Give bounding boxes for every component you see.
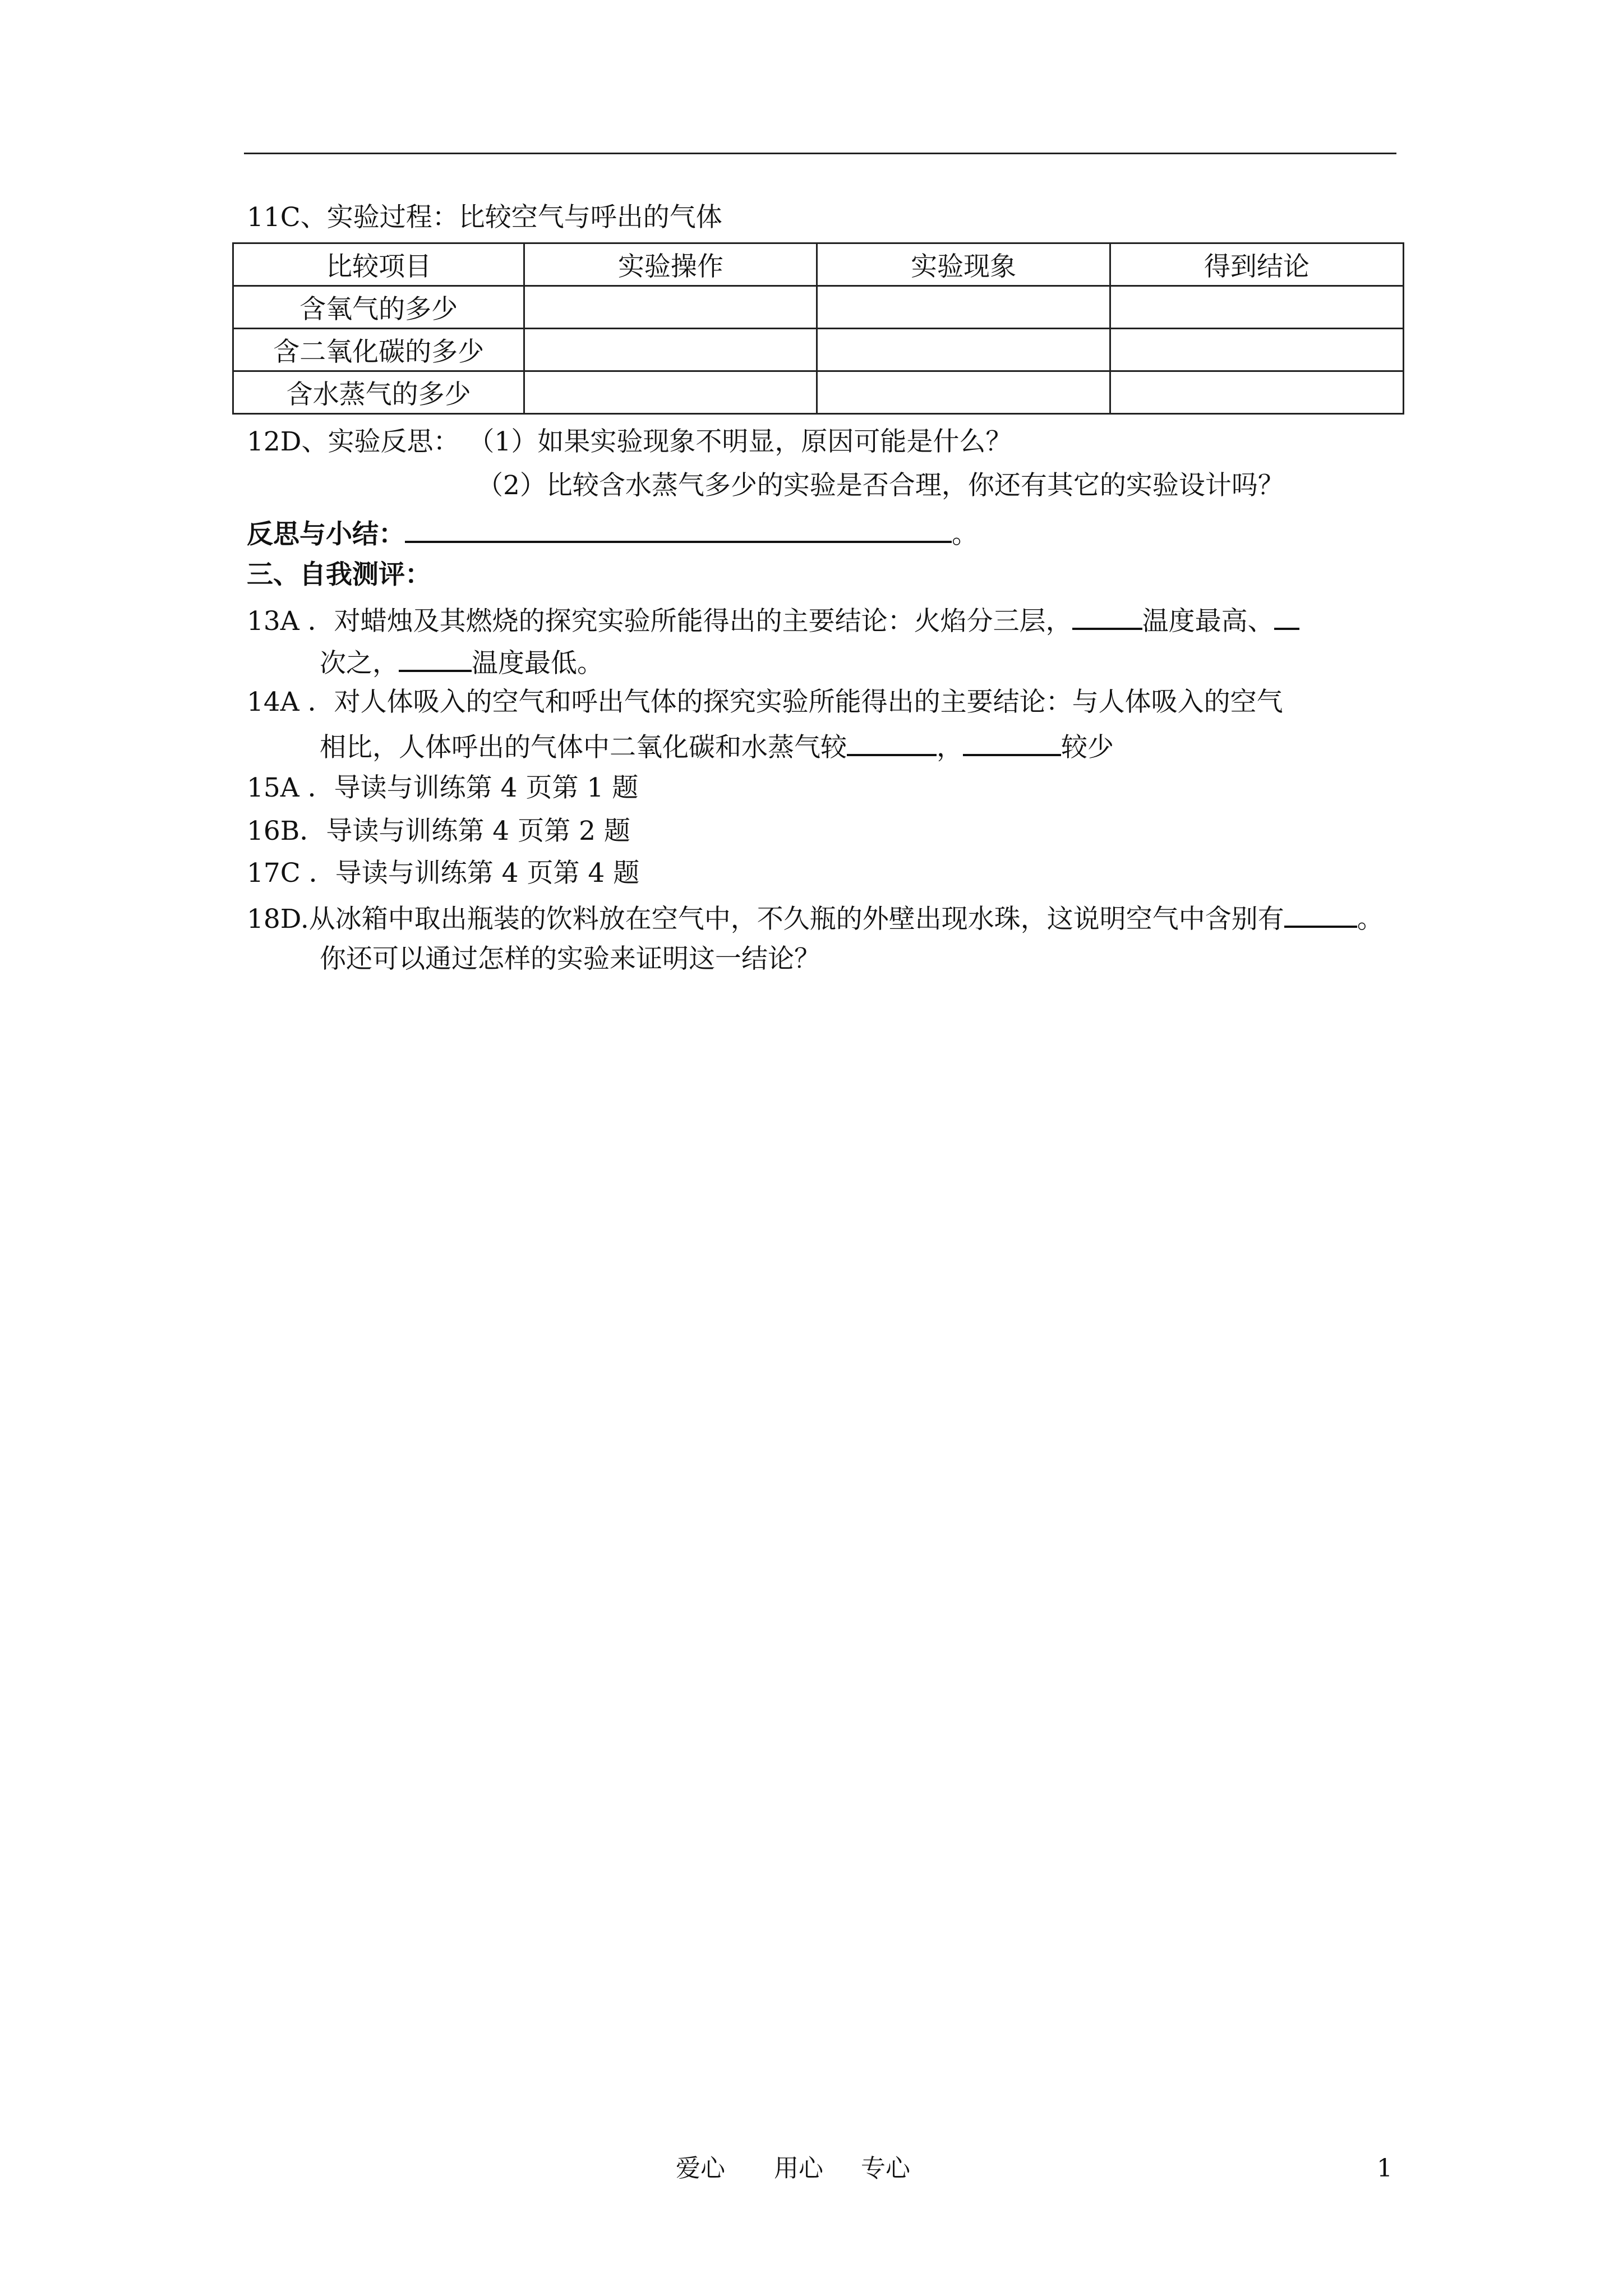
empty-cell: [524, 371, 817, 414]
q13-text-d: 温度最低。: [472, 648, 603, 679]
q13-line1: [247, 602, 1299, 638]
q11-title: 11C、实验过程：比较空气与呼出的气体: [247, 202, 722, 233]
answer-blank[interactable]: [399, 644, 472, 672]
answer-blank[interactable]: [1072, 602, 1142, 630]
row-label: 含二氧化碳的多少: [233, 329, 524, 371]
table-header-cell: 实验操作: [524, 243, 817, 286]
q14-text-b: ，: [937, 732, 963, 763]
empty-cell: [817, 329, 1110, 371]
answer-blank[interactable]: [1274, 602, 1299, 630]
q17: 17C ．导读与训练第 4 页第 4 题: [247, 858, 640, 889]
row-label: 含水蒸气的多少: [233, 371, 524, 414]
q14-line1: 14A ．对人体吸入的空气和呼出气体的探究实验所能得出的主要结论：与人体吸入的空气: [247, 687, 1283, 717]
reflection-label: 反思与小结：: [247, 519, 405, 550]
q13-text-a: 13A ．对蜡烛及其燃烧的探究实验所能得出的主要结论：火焰分三层，: [247, 606, 1072, 637]
header-rule: [244, 153, 1396, 154]
q14-text-c: 较少: [1061, 732, 1114, 763]
table-row: [233, 286, 1404, 329]
footer-motto-3: 专心: [861, 2154, 910, 2183]
row-label: 含氧气的多少: [233, 286, 524, 329]
empty-cell: [524, 286, 817, 329]
answer-blank[interactable]: [405, 515, 952, 543]
footer-motto-2: 用心: [774, 2154, 823, 2183]
table-row: [233, 371, 1404, 414]
empty-cell: [1110, 371, 1403, 414]
q18-text-b: 。: [1357, 904, 1384, 935]
answer-blank[interactable]: [1284, 900, 1357, 928]
q18-line1: [247, 900, 1384, 936]
table-header-cell: 实验现象: [817, 243, 1110, 286]
q18-line2: 你还可以通过怎样的实验来证明这一结论？: [320, 944, 820, 974]
empty-cell: [817, 286, 1110, 329]
empty-cell: [1110, 329, 1403, 371]
q13-text-b: 温度最高、: [1142, 606, 1274, 637]
comparison-table: [232, 242, 1404, 415]
answer-blank[interactable]: [847, 728, 937, 756]
q16: 16B．导读与训练第 4 页第 2 题: [247, 816, 630, 846]
page-number: 1: [1377, 2154, 1393, 2183]
q12-line1: 12D、实验反思： （1）如果实验现象不明显，原因可能是什么？: [247, 426, 1012, 457]
q13-text-c: 次之，: [320, 648, 399, 679]
q13-line2: [320, 644, 603, 680]
q15: 15A ．导读与训练第 4 页第 1 题: [247, 772, 639, 803]
empty-cell: [1110, 286, 1403, 329]
empty-cell: [817, 371, 1110, 414]
q12-line2: （2）比较含水蒸气多少的实验是否合理，你还有其它的实验设计吗？: [477, 470, 1284, 501]
footer-motto-1: 爱心: [676, 2154, 725, 2183]
reflection-tail: 。: [952, 519, 978, 550]
table-row: [233, 329, 1404, 371]
table-header-row: [233, 243, 1404, 286]
table-header-cell: 得到结论: [1110, 243, 1403, 286]
section-title: 三、自我测评：: [247, 559, 431, 590]
table-header-cell: 比较项目: [233, 243, 524, 286]
q18-text-a: 18D.从冰箱中取出瓶装的饮料放在空气中，不久瓶的外壁出现水珠，这说明空气中含别有: [247, 904, 1284, 935]
answer-blank[interactable]: [963, 728, 1061, 756]
q14-line2: [320, 728, 1114, 765]
empty-cell: [524, 329, 817, 371]
reflection-line: [247, 515, 978, 551]
q14-text-a: 相比，人体呼出的气体中二氧化碳和水蒸气较: [320, 732, 847, 763]
